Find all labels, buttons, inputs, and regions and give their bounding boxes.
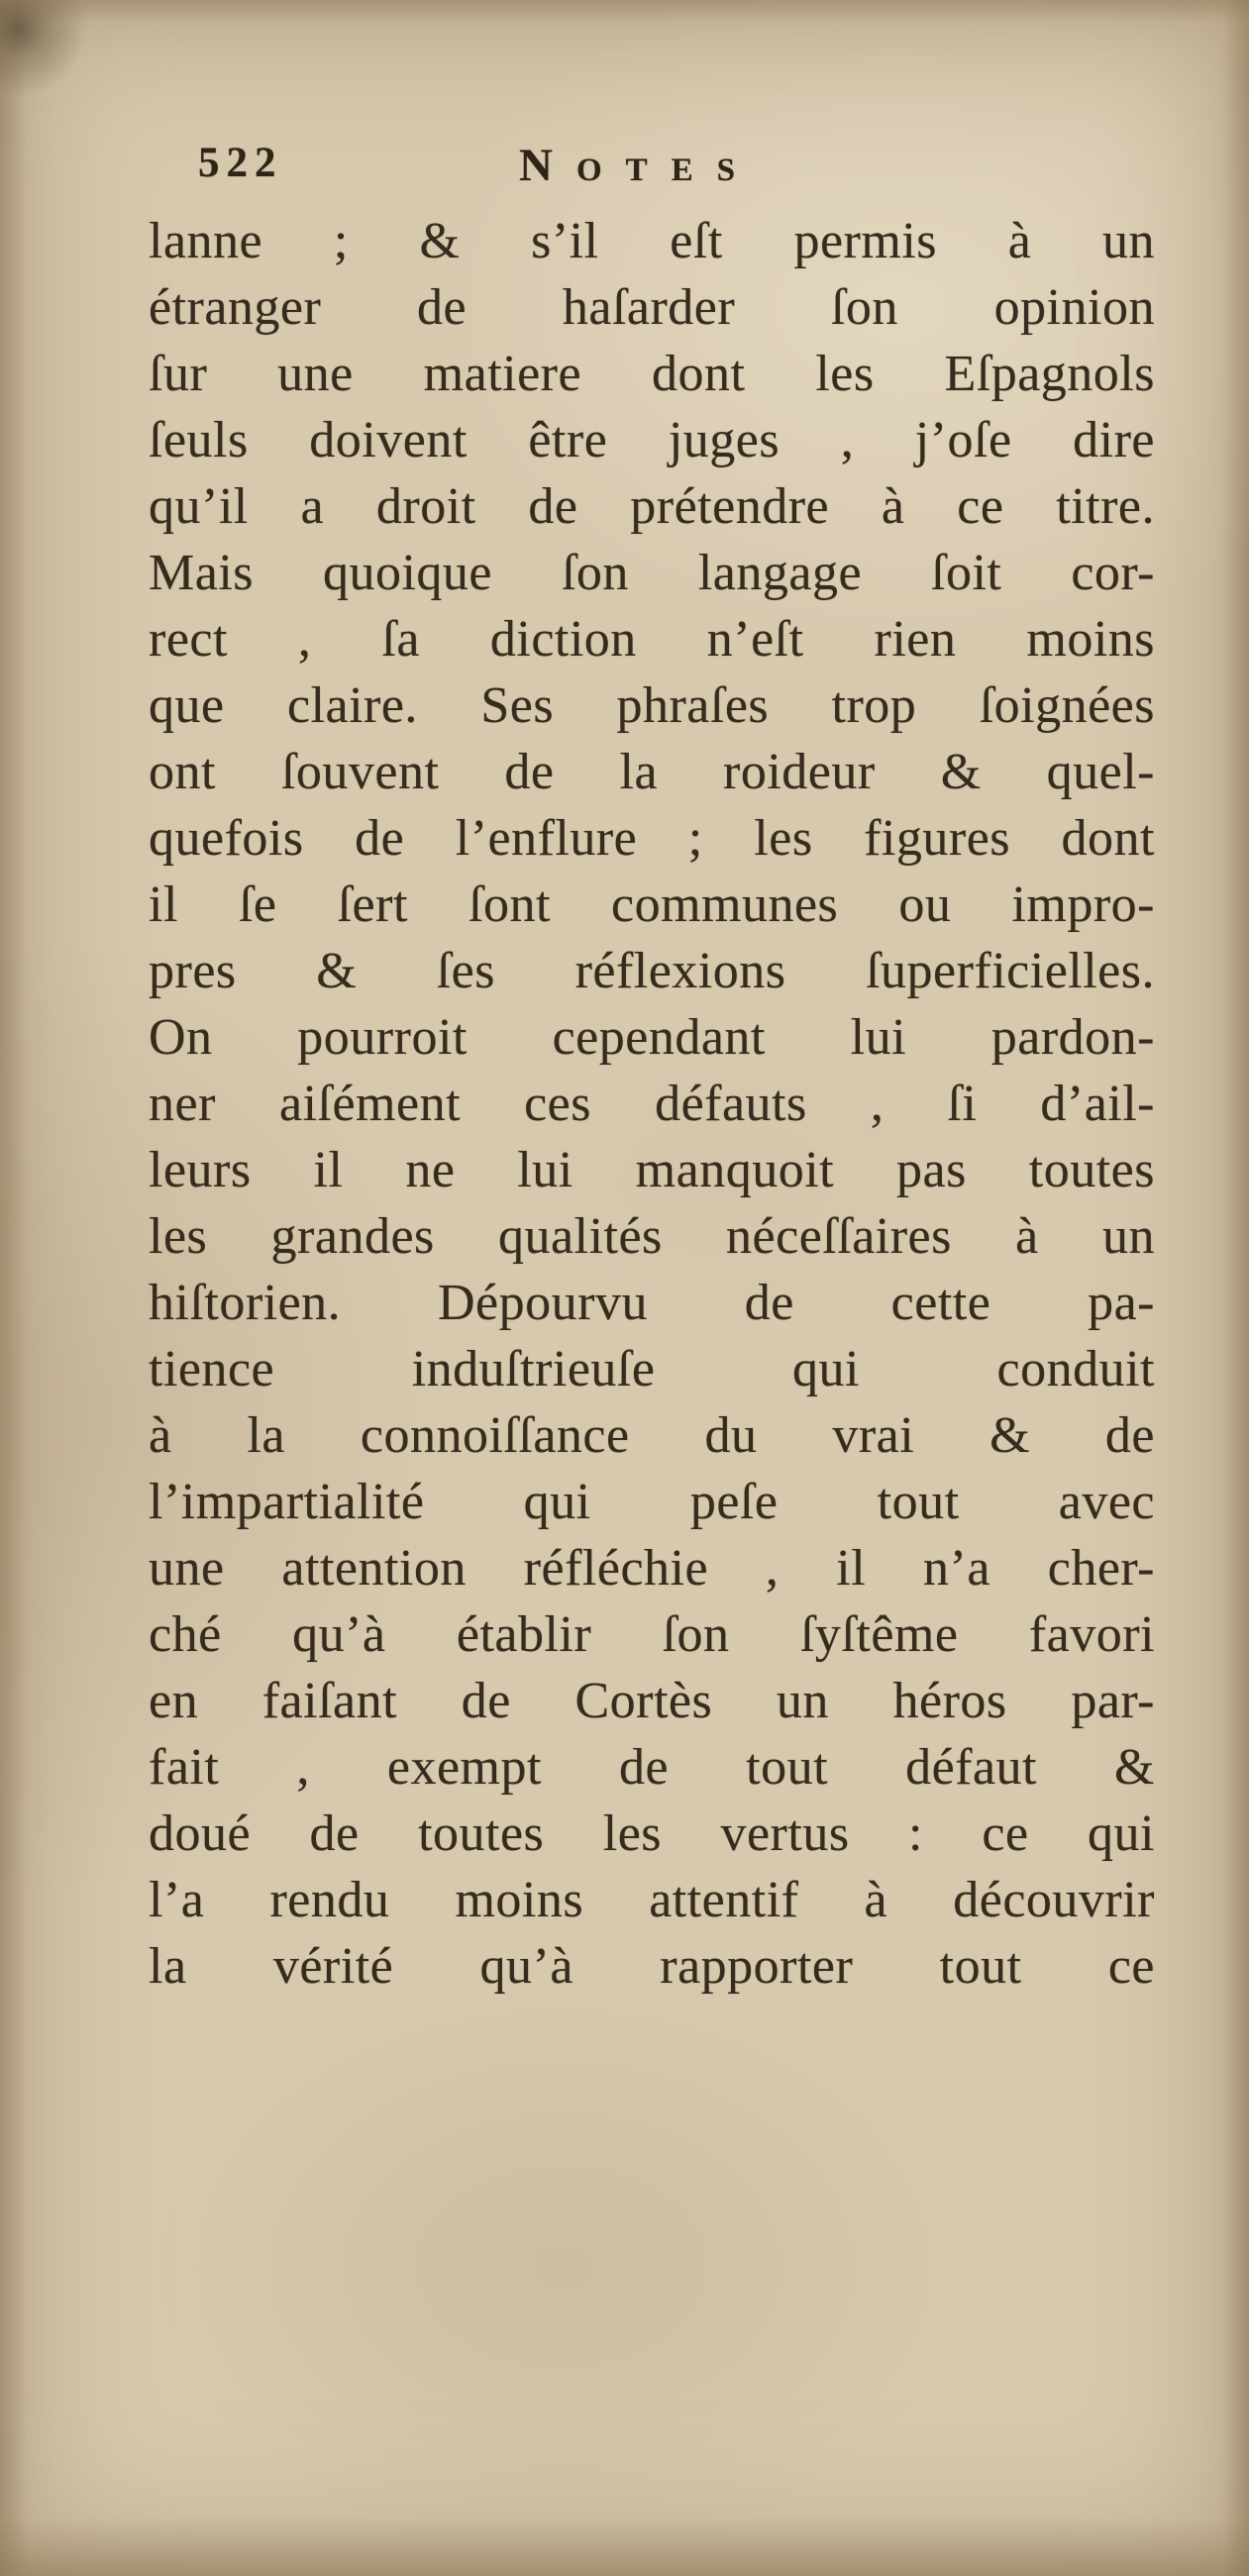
text-line: qu’il a droit de prétendre à ce titre.	[149, 478, 1155, 535]
text-line: ſur une matiere dont les Eſpagnols	[149, 346, 1155, 402]
text-line: les grandes qualités néceſſaires à un	[149, 1208, 1155, 1265]
text-line: étranger de haſarder ſon opinion	[149, 279, 1155, 336]
text-line: On pourroit cependant lui pardon-	[149, 1009, 1155, 1066]
text-line: pres & ſes réflexions ſuperficielles.	[149, 943, 1155, 999]
page-text	[149, 208, 1155, 2000]
text-line: ché qu’à établir ſon ſyſtême favori	[149, 1606, 1155, 1663]
text-line: à la connoiſſance du vrai & de	[149, 1407, 1155, 1464]
text-line: fait , exempt de tout défaut &	[149, 1739, 1155, 1796]
text-line: ner aiſément ces défauts , ſi d’ail-	[149, 1076, 1155, 1132]
page-header	[0, 0, 1249, 208]
text-line: que claire. Ses phraſes trop ſoignées	[149, 677, 1155, 734]
text-line: doué de toutes les vertus : ce qui	[149, 1805, 1155, 1862]
text-line: une attention réfléchie , il n’a cher-	[149, 1540, 1155, 1597]
text-line: leurs il ne lui manquoit pas toutes	[149, 1142, 1155, 1198]
text-line: tience induſtrieuſe qui conduit	[149, 1341, 1155, 1397]
text-line: la vérité qu’à rapporter tout ce	[149, 1938, 1155, 1995]
text-line: il ſe ſert ſont communes ou impro-	[149, 876, 1155, 933]
text-line: l’impartialité qui peſe tout avec	[149, 1474, 1155, 1530]
text-line: hiſtorien. Dépourvu de cette pa-	[149, 1275, 1155, 1331]
text-line: Mais quoique ſon langage ſoit cor-	[149, 545, 1155, 601]
text-line: lanne ; & s’il eſt permis à un	[149, 213, 1155, 269]
text-line: rect , ſa diction n’eſt rien moins	[149, 611, 1155, 668]
page-number: 522	[198, 140, 283, 186]
text-line: ſeuls doivent être juges , j’oſe dire	[149, 412, 1155, 468]
text-line: en faiſant de Cortès un héros par-	[149, 1673, 1155, 1729]
running-title: NOTES	[519, 140, 759, 191]
text-line: quefois de l’enflure ; les figures dont	[149, 810, 1155, 867]
text-line: l’a rendu moins attentif à découvrir	[149, 1872, 1155, 1928]
text-line: ont ſouvent de la roideur & quel-	[149, 744, 1155, 800]
